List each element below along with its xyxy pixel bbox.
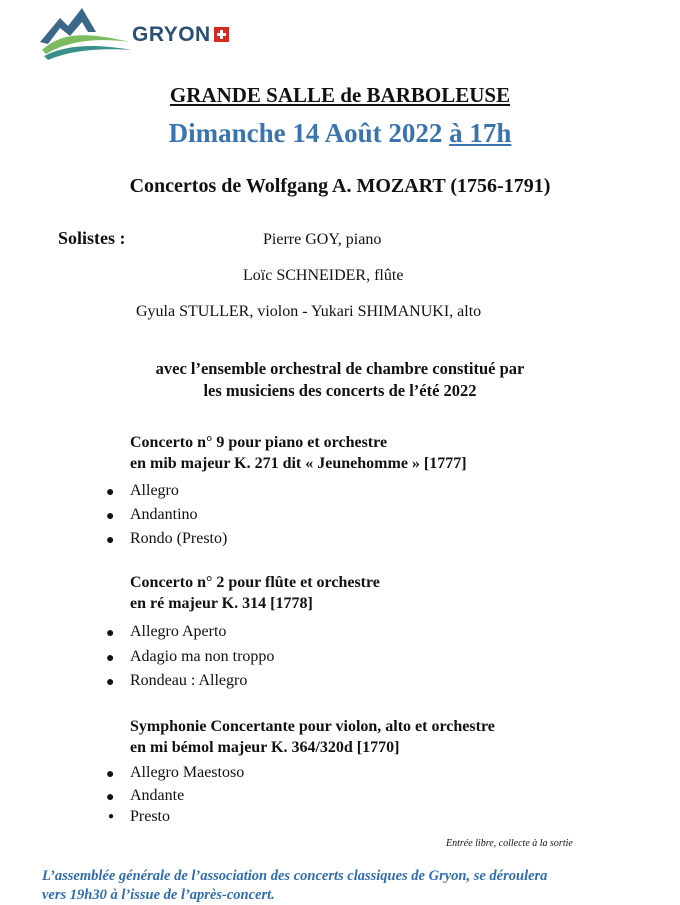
assembly-line: vers 19h30 à l’issue de l’après-concert. — [42, 887, 275, 903]
soloists-label: Solistes : — [58, 228, 126, 248]
movement-item: Allegro Aperto — [130, 623, 227, 640]
bullet-icon: ● — [108, 811, 115, 822]
work-title-line: en mi bémol majeur K. 364/320d [1770] — [130, 739, 400, 756]
bullet-icon: ● — [106, 626, 115, 641]
movement-item: Presto — [130, 808, 170, 825]
work-title-line: Concerto n° 9 pour piano et orchestre — [130, 434, 388, 451]
movement-item: Allegro Maestoso — [130, 764, 245, 781]
gryon-logo — [38, 2, 238, 62]
bullet-icon: ● — [106, 533, 115, 548]
bullet-icon: ● — [106, 790, 115, 805]
bullet-icon: ● — [106, 485, 115, 500]
movement-item: Adagio ma non troppo — [130, 648, 275, 665]
event-date-text: Dimanche 14 Août 2022 — [168, 118, 450, 148]
ensemble-description — [0, 358, 680, 402]
gryon-mountain-logo-icon — [38, 2, 138, 62]
work-title-line: Symphonie Concertante pour violon, alto et orchestre — [130, 718, 495, 735]
soloist-flute: Loïc SCHNEIDER, flûte — [243, 267, 404, 284]
movement-item: Rondo (Presto) — [130, 530, 228, 547]
swiss-flag-icon — [214, 27, 229, 42]
ensemble-line: les musiciens des concerts de l’été 2022 — [203, 381, 477, 400]
movement-item: Allegro — [130, 482, 179, 499]
soloist-piano: Pierre GOY, piano — [263, 231, 382, 248]
movement-item: Andantino — [130, 506, 198, 523]
work-title — [130, 572, 380, 614]
work-title-line: en ré majeur K. 314 [1778] — [130, 595, 313, 612]
venue-title: GRANDE SALLE de BARBOLEUSE — [169, 83, 511, 107]
brand-name: GRYON — [132, 23, 211, 46]
work-title-line: Concerto n° 2 pour flûte et orchestre — [130, 574, 380, 591]
bullet-icon: ● — [106, 509, 115, 524]
assembly-notice — [42, 867, 642, 905]
ensemble-line: avec l’ensemble orchestral de chambre constitué par — [155, 359, 525, 378]
movement-item: Rondeau : Allegro — [130, 672, 248, 689]
bullet-icon: ● — [106, 651, 115, 666]
work-title — [130, 716, 495, 758]
program-title: Concertos de Wolfgang A. MOZART (1756-1791) — [129, 175, 551, 197]
soloist-violin-alto: Gyula STULLER, violon - Yukari SHIMANUKI, alto — [136, 303, 482, 320]
work-title-line: en mib majeur K. 271 dit « Jeunehomme » [1777] — [130, 455, 467, 472]
assembly-line: L’assemblée générale de l’association des concerts classiques de Gryon, se déroulera — [42, 868, 548, 884]
event-time: à 17h — [449, 118, 512, 148]
entry-note: Entrée libre, collecte à la sortie — [446, 838, 573, 849]
bullet-icon: ● — [106, 675, 115, 690]
bullet-icon: ● — [106, 767, 115, 782]
movement-item: Andante — [130, 787, 185, 804]
event-date — [0, 118, 680, 149]
work-title — [130, 432, 467, 474]
